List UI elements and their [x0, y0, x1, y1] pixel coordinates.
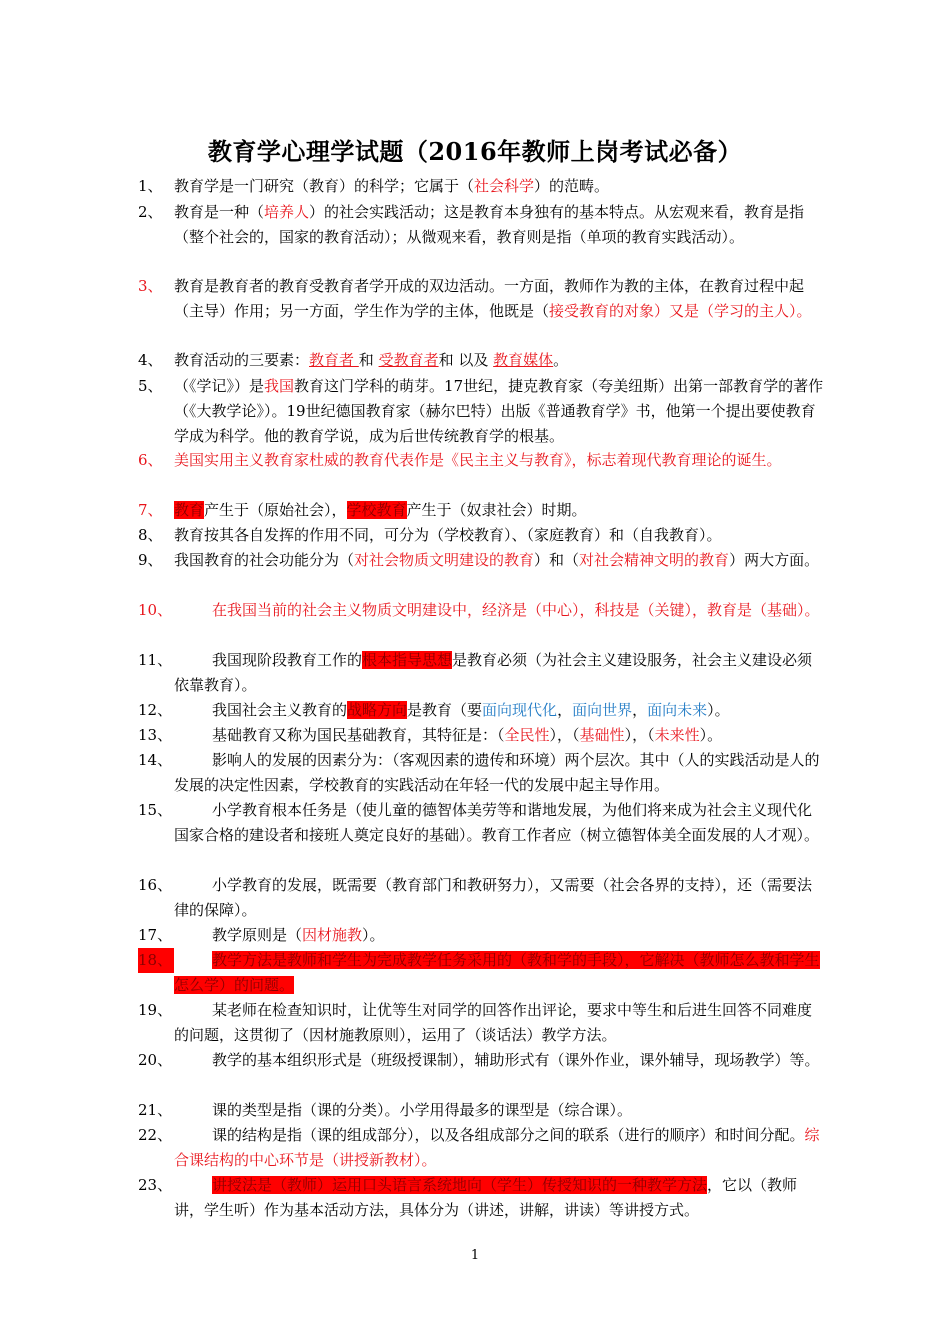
item-number: 22、: [138, 1126, 173, 1144]
item-text: 课的结构是指（课的组成部分），以及各组成部分之间的联系（进行的顺序）和时间分配。综合课结构的中心环节是（讲授新教材）。: [174, 1126, 820, 1169]
item-text: 教学方法是教师和学生为完成教学任务采用的（教和学的手段），它解决（教师怎么教和学生怎么学）的问题。: [174, 951, 820, 994]
page-number: 1: [470, 1248, 480, 1263]
item-number: 11、: [138, 651, 173, 669]
item-text: 我国社会主义教育的战略方向是教育（要面向现代化，面向世界，面向未来）。: [212, 701, 730, 719]
item-number: 23、: [138, 1176, 173, 1194]
item-text: 某老师在检查知识时，让优等生对同学的回答作出评论，要求中等生和后进生回答不同难度的问题，这贯彻了（因材施教原则），运用了（谈话法）教学方法。: [174, 1001, 813, 1044]
item-number: 1、: [138, 177, 163, 195]
item-text: 教育产生于（原始社会），学校教育产生于（奴隶社会）时期。: [174, 501, 587, 519]
item-text: （《学记》）是我国教育这门学科的萌芽。17世纪，捷克教育家（夸美纽斯）出第一部教育学的著作（《大教学论》）。19世纪德国教育家（赫尔巴特）出版《普通教育学》书，他第一个提出要使教育学成为科学。他的教育学说，成为后世传统教育学的根基。: [174, 377, 824, 445]
item-number: 20、: [138, 1051, 173, 1069]
item-number: 17、: [138, 926, 173, 944]
item-number: 21、: [138, 1101, 173, 1119]
item-text: 教学的基本组织形式是（班级授课制），辅助形式有（课外作业，课外辅导，现场教学）等。: [212, 1051, 820, 1069]
item-number: 9、: [138, 551, 163, 569]
item-number: 15、: [138, 801, 173, 819]
item-number: 14、: [138, 751, 173, 769]
item-number: 18、: [138, 948, 174, 973]
item-text: 小学教育的发展，既需要（教育部门和教研努力），又需要（社会各界的支持），还（需要法律的保障）。: [174, 876, 813, 919]
item-text: 教育活动的三要素：教育者 和 受教育者和 以及 教育媒体。: [174, 351, 569, 369]
item-number: 10、: [138, 601, 173, 619]
item-text: 影响人的发展的因素分为：（客观因素的遗传和环境）两个层次。其中（人的实践活动是人的发展的决定性因素，学校教育的实践活动在年轻一代的发展中起主导作用。: [174, 751, 820, 794]
item-text: 我国教育的社会功能分为（对社会物质文明建设的教育）和（对社会精神文明的教育）两大方面。: [174, 551, 820, 569]
item-number: 7、: [138, 501, 163, 519]
item-text: 教育学是一门研究（教育）的科学；它属于（社会科学）的范畴。: [174, 177, 610, 195]
item-text: 课的类型是指（课的分类）。小学用得最多的课型是（综合课）。: [212, 1101, 633, 1119]
item-number: 4、: [138, 351, 163, 369]
item-text: 我国现阶段教育工作的根本指导思想是教育必须（为社会主义建设服务，社会主义建设必须依靠教育）。: [174, 651, 813, 694]
item-text: 讲授法是（教师）运用口头语言系统地向（学生）传授知识的一种教学方法，它以（教师讲，学生听）作为基本活动方法，具体分为（讲述，讲解，讲读）等讲授方式。: [174, 1176, 798, 1219]
item-text: 小学教育根本任务是（使儿童的德智体美劳等和谐地发展，为他们将来成为社会主义现代化国家合格的建设者和接班人奠定良好的基础）。教育工作者应（树立德智体美全面发展的人才观）。: [174, 801, 820, 844]
document-title: 教育学心理学试题（2016年教师上岗考试必备）: [207, 137, 743, 166]
item-text: 在我国当前的社会主义物质文明建设中，经济是（中心），科技是（关键），教育是（基础）。: [212, 601, 820, 619]
item-text: 教育是教育者的教育受教育者学开成的双边活动。一方面，教师作为教的主体，在教育过程中起（主导）作用；另一方面，学生作为学的主体，他既是（接受教育的对象）又是（学习的主人）。: [174, 277, 812, 320]
item-text: 基础教育又称为国民基础教育，其特征是：（全民性），（基础性），（未来性）。: [212, 726, 723, 744]
item-text: 教育按其各自发挥的作用不同，可分为（学校教育）、（家庭教育）和（自我教育）。: [174, 526, 722, 544]
item-number: 19、: [138, 1001, 173, 1019]
item-number: 16、: [138, 876, 173, 894]
item-text: 美国实用主义教育家杜威的教育代表作是《民主主义与教育》，标志着现代教育理论的诞生。: [174, 451, 782, 469]
item-text: 教学原则是（因材施教）。: [212, 926, 385, 944]
item-number: 13、: [138, 726, 173, 744]
item-number: 2、: [138, 203, 163, 221]
item-number: 5、: [138, 377, 163, 395]
item-number: 6、: [138, 451, 163, 469]
item-text: 教育是一种（培养人）的社会实践活动；这是教育本身独有的基本特点。从宏观来看，教育是指（整个社会的，国家的教育活动）；从微观来看，教育则是指（单项的教育实践活动）。: [174, 203, 805, 246]
item-number: 12、: [138, 701, 173, 719]
item-number: 3、: [138, 277, 163, 295]
item-number: 8、: [138, 526, 163, 544]
